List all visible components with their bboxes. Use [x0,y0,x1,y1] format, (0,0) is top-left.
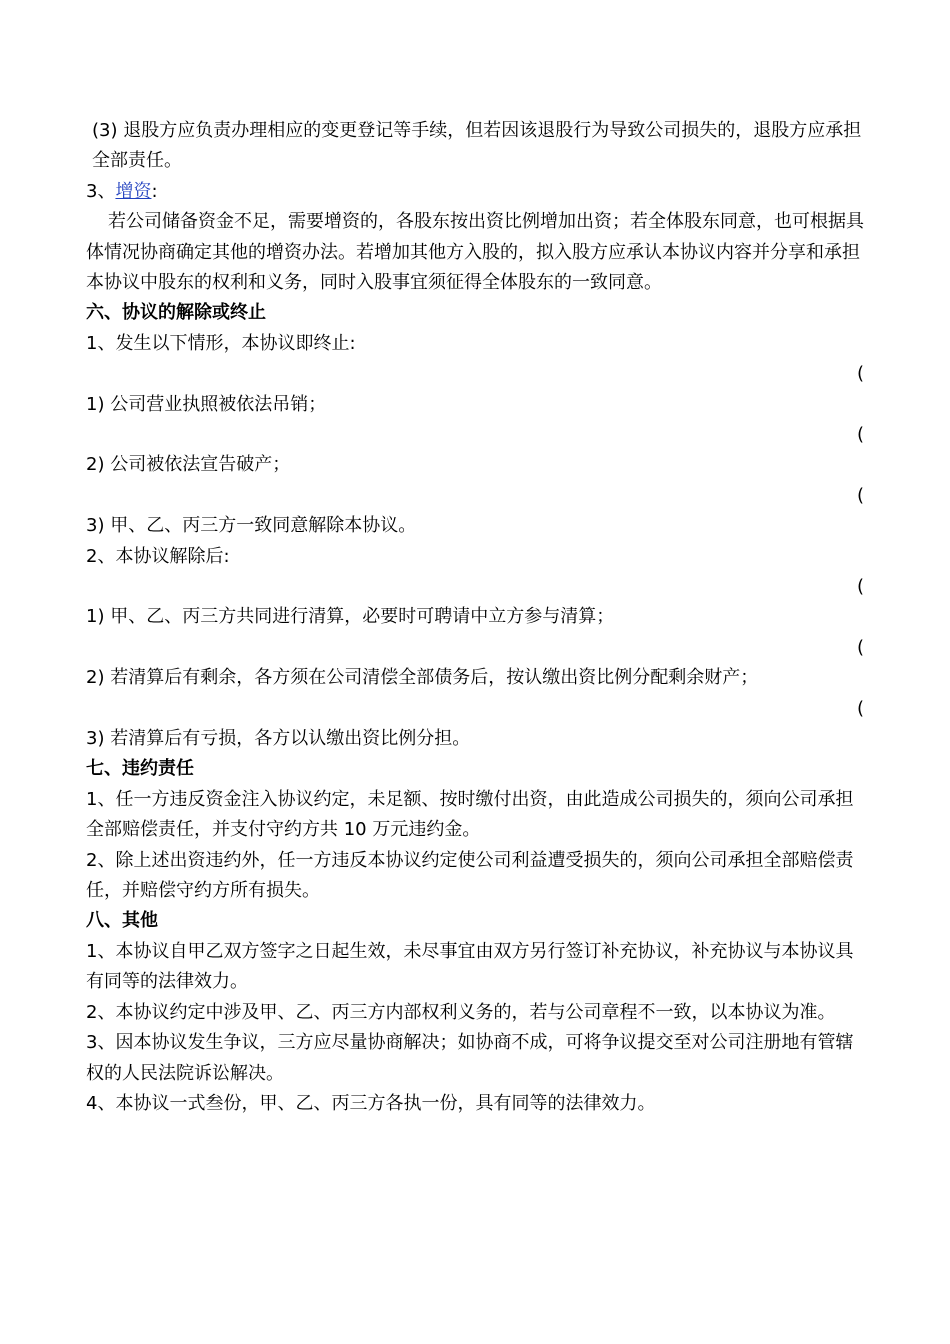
paren-marker: ( [856,424,864,446]
section-heading: 七、违约责任 [86,758,194,780]
paragraph: 1、本协议自甲乙双方签字之日起生效，未尽事宜由双方另行签订补充协议，补充协议与本协议具有同等的法律效力。 [86,940,854,993]
paragraph: 4、本协议一式叁份，甲、乙、丙三方各执一份，具有同等的法律效力。 [86,1092,656,1114]
paragraph: 1) 公司营业执照被依法吊销； [86,393,327,415]
section-heading: 六、协议的解除或终止 [86,302,266,324]
paragraph: 3、因本协议发生争议，三方应尽量协商解决；如协商不成，可将争议提交至对公司注册地有管辖权的人民法院诉讼解决。 [86,1032,854,1084]
paren-marker: ( [856,484,864,506]
paragraph: 1、发生以下情形，本协议即终止: [86,332,356,354]
clause-with-link [86,177,866,207]
paragraph: 若公司储备资金不足，需要增资的，各股东按出资比例增加出资；若全体股东同意，也可根据具体情况协商确定其他的增资办法。若增加其他方入股的，拟入股方应承认本协议内容并分享和承担本协议中股东的权利和义务，同时入股事宜须征得全体股东的一致同意。 [86,211,864,294]
paragraph: 2、本协议约定中涉及甲、乙、丙三方内部权利义务的，若与公司章程不一致，以本协议为准。 [86,1001,836,1023]
paragraph: 3) 甲、乙、丙三方一致同意解除本协议。 [86,515,417,537]
clause-number: 3、 [86,180,116,202]
section-heading: 八、其他 [86,910,158,932]
document-page [86,116,866,1119]
paren-marker: ( [856,363,864,385]
paragraph: 3) 若清算后有亏损，各方以认缴出资比例分担。 [86,728,471,750]
paragraph: 2) 若清算后有剩余，各方须在公司清偿全部债务后，按认缴出资比例分配剩余财产； [86,667,759,689]
paragraph: 2) 公司被依法宣告破产； [86,454,291,476]
paragraph: 2、本协议解除后: [86,545,230,567]
paragraph: 2、除上述出资违约外，任一方违反本协议约定使公司利益遭受损失的，须向公司承担全部赔偿责任，并赔偿守约方所有损失。 [86,849,854,902]
paragraph: 1、任一方违反资金注入协议约定，未足额、按时缴付出资，由此造成公司损失的，须向公司承担全部赔偿责任，并支付守约方共 10 万元违约金。 [86,788,854,841]
paren-marker: ( [856,697,864,719]
capital-increase-link[interactable]: 增资 [115,180,152,202]
clause-colon: : [151,180,158,202]
paren-marker: ( [856,636,864,658]
paren-marker: ( [856,576,864,598]
paragraph: 1) 甲、乙、丙三方共同进行清算，必要时可聘请中立方参与清算； [86,606,615,628]
paragraph: (3) 退股方应负责办理相应的变更登记等手续，但若因该退股行为导致公司损失的，退股方应承担全部责任。 [92,120,862,172]
